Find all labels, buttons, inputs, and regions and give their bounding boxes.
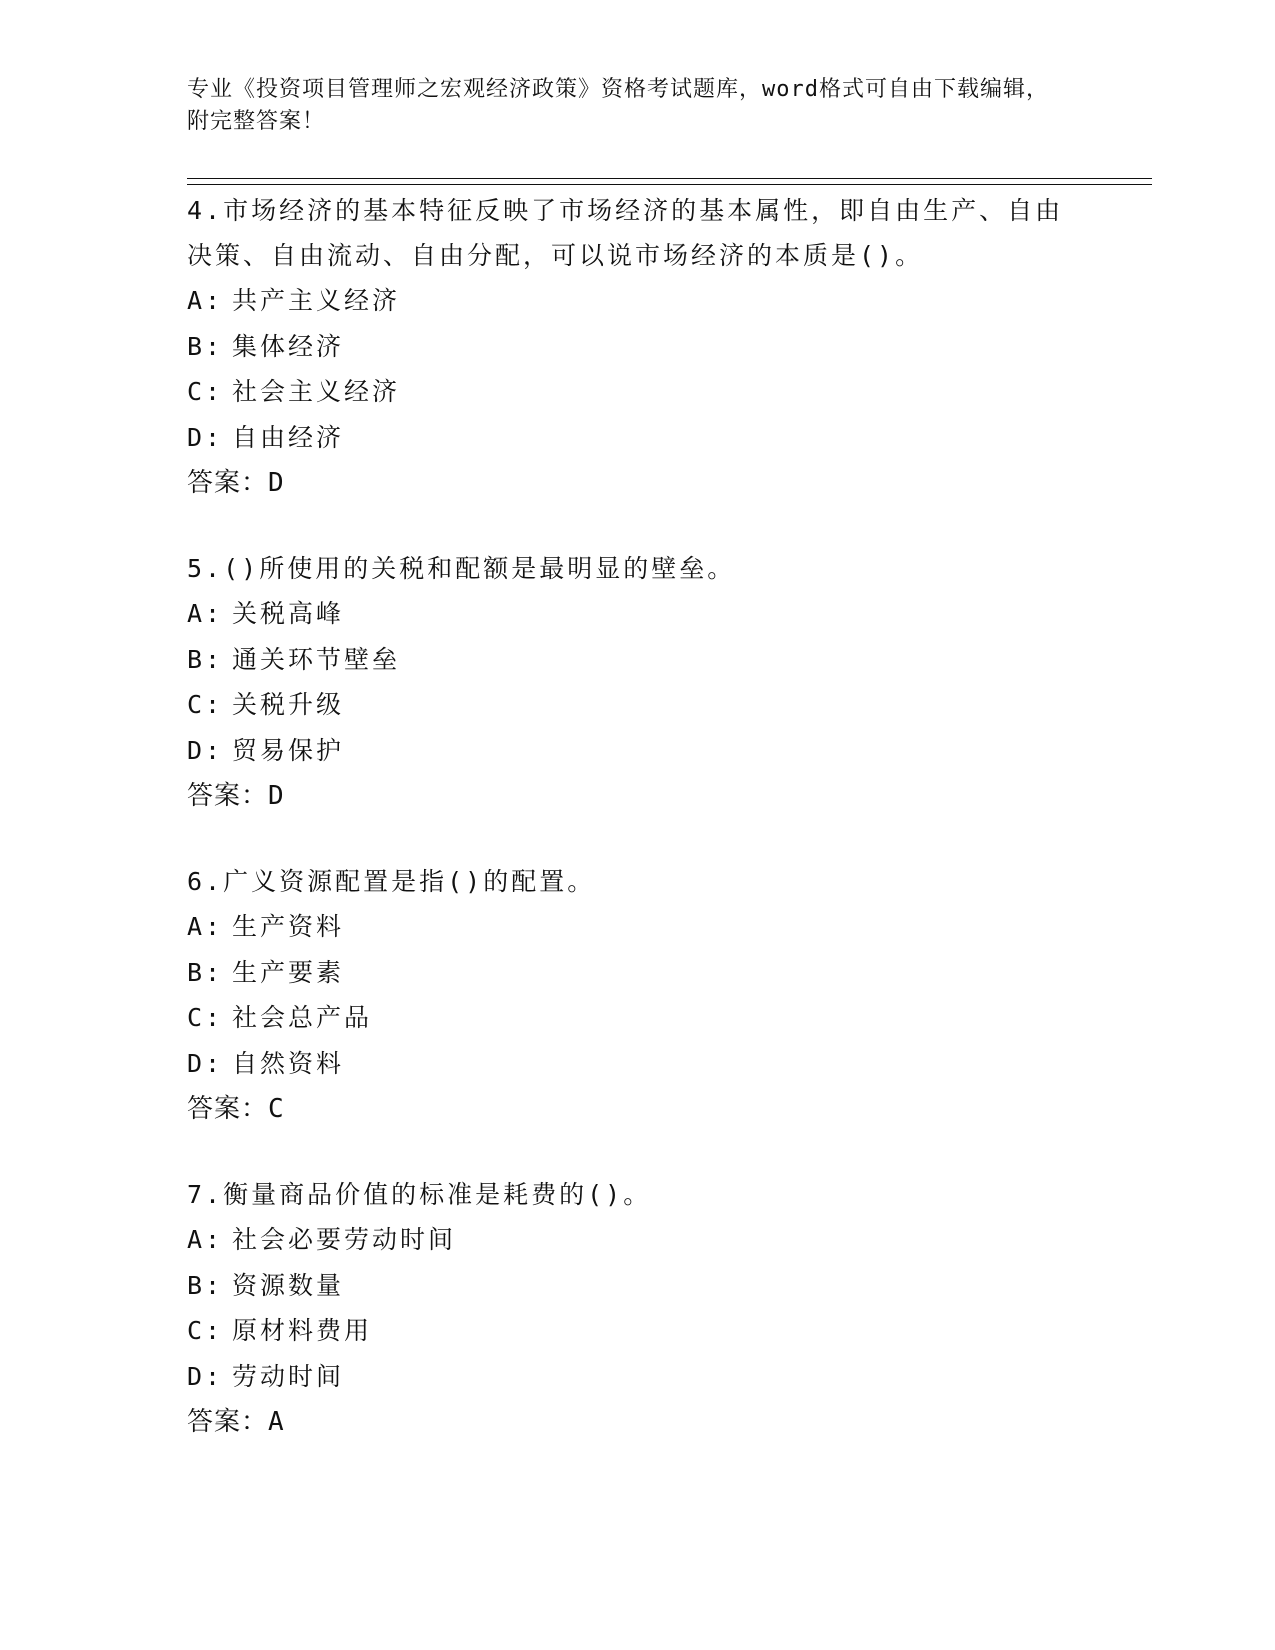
option-text: 原材料费用 <box>232 1316 373 1345</box>
option-letter: A: <box>187 912 224 941</box>
answer-line <box>187 1399 1087 1445</box>
option-letter: A: <box>187 1225 224 1254</box>
question-item <box>187 859 1087 1132</box>
option-d <box>187 728 1087 774</box>
option-text: 贸易保护 <box>232 735 345 765</box>
option-d <box>187 1041 1087 1087</box>
option-text: 自由经济 <box>232 422 345 452</box>
option-letter: C: <box>187 690 224 719</box>
option-text: 劳动时间 <box>232 1361 345 1391</box>
option-letter: A: <box>187 599 224 628</box>
option-text: 集体经济 <box>232 331 345 361</box>
option-b <box>187 1263 1087 1309</box>
option-letter: C: <box>187 1003 224 1032</box>
option-text: 社会必要劳动时间 <box>232 1225 457 1254</box>
option-letter: D: <box>187 735 224 765</box>
option-letter: D: <box>187 422 224 452</box>
option-letter: B: <box>187 1270 224 1300</box>
answer-value: C <box>268 1094 285 1124</box>
answer-label: 答案： <box>187 1094 269 1124</box>
option-text: 生产资料 <box>232 912 345 941</box>
option-b <box>187 324 1087 370</box>
option-text: 关税升级 <box>232 690 345 719</box>
option-text: 共产主义经济 <box>232 286 401 315</box>
option-text: 社会总产品 <box>232 1003 373 1032</box>
option-text: 资源数量 <box>232 1270 345 1300</box>
option-letter: D: <box>187 1361 224 1391</box>
document-header: 专业《投资项目管理师之宏观经济政策》资格考试题库，word格式可自由下载编辑，附完整答案！ <box>187 77 1049 134</box>
question-stem: 7.衡量商品价值的标准是耗费的()。 <box>187 1180 652 1209</box>
question-stem: 6.广义资源配置是指()的配置。 <box>187 867 596 896</box>
option-c <box>187 1308 1087 1354</box>
question-stem: 5.()所使用的关税和配额是最明显的壁垒。 <box>187 554 736 583</box>
answer-value: D <box>268 781 285 811</box>
option-letter: A: <box>187 286 224 315</box>
question-item <box>187 546 1087 819</box>
option-letter: B: <box>187 331 224 361</box>
option-a <box>187 591 1087 637</box>
option-a <box>187 904 1087 950</box>
question-item <box>187 1172 1087 1445</box>
option-a <box>187 278 1087 324</box>
option-text: 自然资料 <box>232 1048 345 1078</box>
option-c <box>187 995 1087 1041</box>
option-text: 社会主义经济 <box>232 377 401 406</box>
option-c <box>187 369 1087 415</box>
answer-value: A <box>268 1407 285 1437</box>
option-b <box>187 637 1087 683</box>
answer-line <box>187 773 1087 819</box>
option-d <box>187 1354 1087 1400</box>
option-d <box>187 415 1087 461</box>
option-text: 关税高峰 <box>232 599 345 628</box>
option-letter: C: <box>187 377 224 406</box>
answer-line <box>187 1086 1087 1132</box>
option-c <box>187 682 1087 728</box>
option-text: 通关环节壁垒 <box>232 644 401 674</box>
option-letter: D: <box>187 1048 224 1078</box>
question-stem: 4.市场经济的基本特征反映了市场经济的基本属性，即自由生产、自由决策、自由流动、自由分配，可以说市场经济的本质是()。 <box>187 196 1064 270</box>
option-b <box>187 950 1087 996</box>
option-letter: B: <box>187 644 224 674</box>
question-item <box>187 188 1087 506</box>
question-list <box>187 188 1087 1485</box>
header-divider <box>187 178 1152 185</box>
option-letter: C: <box>187 1316 224 1345</box>
answer-value: D <box>268 468 285 498</box>
option-text: 生产要素 <box>232 957 345 987</box>
option-a <box>187 1217 1087 1263</box>
answer-label: 答案： <box>187 1407 269 1437</box>
answer-label: 答案： <box>187 781 269 811</box>
answer-label: 答案： <box>187 468 269 498</box>
answer-line <box>187 460 1087 506</box>
option-letter: B: <box>187 957 224 987</box>
